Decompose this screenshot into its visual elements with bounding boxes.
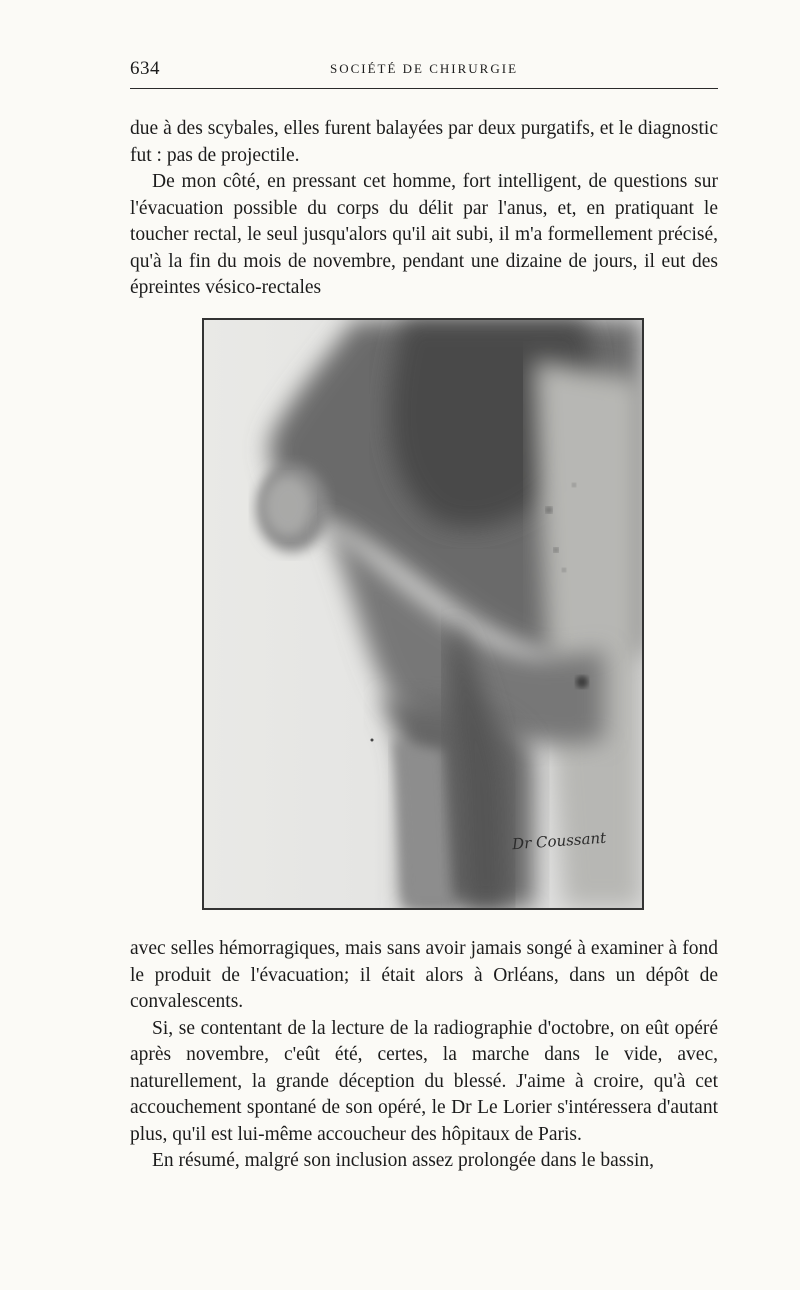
paragraph: avec selles hémorragiques, mais sans avoir jamais songé à examiner à fond le produit de l'évacuation; il était alors à Orléans, dans un dépôt de convalescents.: [130, 938, 718, 1012]
paragraph: En résumé, malgré son inclusion assez prolongée dans le bassin,: [152, 1150, 655, 1171]
page-header: [130, 58, 718, 89]
body-text-top: [130, 116, 718, 302]
body-text-bottom: [130, 936, 718, 1175]
radiograph-signature: Dr Coussant: [511, 828, 607, 854]
page-number: 634: [130, 58, 160, 79]
running-head: SOCIÉTÉ DE CHIRURGIE: [329, 61, 519, 76]
paragraph: De mon côté, en pressant cet homme, fort intelligent, de questions sur l'évacuation possible du corps du délit par l'anus, et, en pratiquant le toucher rectal, le seul jusqu'alors qu'il ait subi, il m'a formellement précisé, qu'à la fin du mois de novembre, pendant une dizaine de jours, il eut des épreintes vésico-rectales: [130, 171, 718, 298]
radiograph-image: [204, 320, 642, 908]
paragraph: due à des scybales, elles furent balayées par deux purgatifs, et le diagnostic fut : pas de projectile.: [130, 118, 718, 166]
paragraph: Si, se contentant de la lecture de la radiographie d'octobre, on eût opéré après novembre, c'eût été, certes, la marche dans le vide, avec, naturellement, la grande déception du blessé. J'aime à croire, qu'à cet accouchement spontané de son opéré, le Dr Le Lorier s'intéressera d'autant plus, qu'il est lui-même accoucheur des hôpitaux de Paris.: [130, 1017, 718, 1145]
radiograph-figure: [202, 318, 644, 910]
